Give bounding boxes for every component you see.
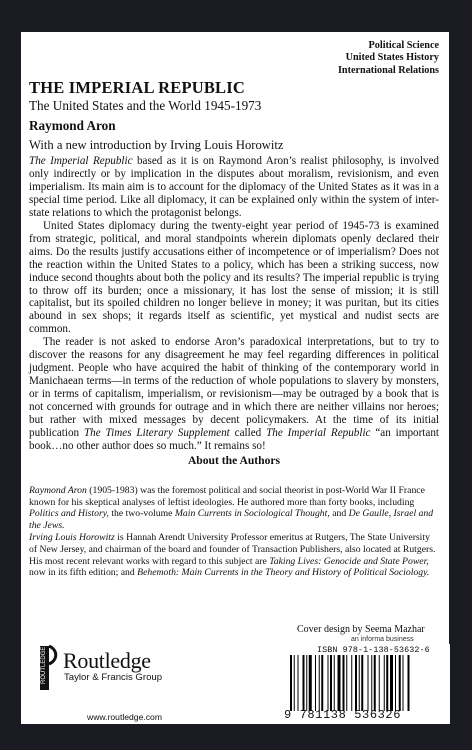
subject-category: International Relations [337,64,439,76]
bio-name: Raymond Aron [29,485,87,496]
barcode-bar [306,655,307,711]
barcode-bar [408,655,410,711]
bio-horowitz [29,532,439,578]
barcode-bar [346,655,347,711]
barcode-bar [351,655,352,711]
barcode-bar [371,655,372,711]
italic-title: De Gaulle, Israel and the Jews. [29,508,434,531]
barcode-bar [355,655,357,711]
barcode-bar [403,655,404,711]
barcode-bar [298,655,299,711]
blurb-body [29,155,439,469]
paragraph-text: based as it is on Raymond Aron’s realist philosophy, is involved only indirectly or by implication in the disputes about moralism, revisionism, and even imperialism. Its main aim is to account for the diplomacy of the United States as it was in a special time period. Like all diplomacy, it can be explained only within the system of inter-state relations to which the protagonist belongs. [29,155,439,219]
italic-title: The Imperial Republic [266,427,371,440]
blurb-paragraph: United States diplomacy during the twenty-eight year period of 1945-73 is examined from strategic, political, and moral standpoints wherein diplomats openly declared their aims. Do the results justify accusations either of incompetence or of imperialism? Does not the reaction within the United States to a policy, which has been a striking success, now induce second thoughts about both the policy and its results? The imperial republic is trying to throw off its burden; once a missionary, it has lost the sense of mission; it is still capitalist, but its spoiled children no longer believe in money; it was puritan, but its cities abound in sex shops; it regards itself as scientific, yet mystical and nudist sects are common. [29,219,439,336]
subject-categories [338,40,439,77]
paragraph-text: The reader is not asked to endorse Aron’s paradoxical interpretations, but to try to discover the reasons for any disagreement he may feel regarding differences in political judgment. People who have acquired the habit of thinking of the contemporary world in Manichaean terms—in terms of the reduction of whole populations to slavery by monsters, or in terms of capitalism, imperialism, or revisionism—may be outraged by a book that is not concerned with grounds for outrage and in which there are neither villains nor heroes; but rather with mixed messages by decent policymakers. At the time of its initial publication [29,336,439,440]
bio-text: now in its fifth edition; and [29,567,138,579]
bio-aron [29,485,439,531]
barcode-bar [343,655,345,711]
italic-title: Behemoth: Main Currents in the Theory and History of Political Sociology. [137,567,430,579]
barcode-bar [303,655,305,711]
cover-text-panel [21,32,449,724]
book-subtitle: The United States and the World 1945-1973 [29,98,262,113]
barcode-bar [321,655,323,711]
blurb-paragraph [29,336,439,453]
blurb-paragraph [29,155,439,220]
barcode-bar [384,655,385,711]
isbn-text: ISBN 978-1-138-53632-6 [317,645,430,655]
barcode-bar [294,655,295,711]
barcode-bar [334,655,335,711]
subject-category: United States History [345,52,439,64]
barcode [282,644,450,724]
barcode-bar [374,655,376,711]
barcode-bar [309,655,312,711]
bio-text: and [329,508,349,520]
about-authors-heading: About the Authors [187,453,281,467]
barcode-bar [386,655,388,711]
bio-text: is Hannah Arendt University Professor emeritus at Rutgers, The State University of New Jersey, and chairman of the board and founder of Transaction Publishers, also located at Rutgers. His most recent relevant works with regard to this subject are [29,532,436,567]
informa-tagline: an informa business [351,636,414,643]
publisher-group: Taylor & Francis Group [64,672,163,683]
barcode-bar [379,655,380,711]
italic-title: The Imperial Republic [29,155,133,167]
barcode-bar [368,655,369,711]
introduction-credit: With a new introduction by Irving Louis Horowitz [29,138,284,152]
italic-title: Politics and History, [29,508,109,520]
routledge-vertical-mark: ROUTLEDGE [41,646,47,684]
italic-title: The Times Literary Supplement [83,427,230,440]
paragraph-text: “an important book…no other author does so much.” It remains so! [29,427,439,452]
barcode-bar [338,655,341,711]
italic-title: Taking Lives: Genocide and State Power, [269,555,429,567]
routledge-logo [31,644,211,714]
barcode-bar [359,655,360,711]
barcode-bar [328,655,329,711]
publisher-name: Routledge [63,648,151,673]
bio-text: the two-volume [108,508,175,520]
barcode-bar [395,655,396,711]
paragraph-text: called [229,427,267,440]
book-title: THE IMPERIAL REPUBLIC [29,78,245,97]
subject-category: Political Science [368,40,439,51]
book-author: Raymond Aron [29,118,116,133]
cover-design-credit: Cover design by Seema Mazhar [297,624,425,635]
barcode-bar [315,655,316,711]
italic-title: Main Currents in Sociological Thought, [174,508,330,520]
barcode-bar [399,655,401,711]
publisher-website: www.routledge.com [87,712,162,722]
routledge-mark-icon [31,644,59,696]
author-bios [29,485,439,580]
barcode-bars [288,655,448,711]
barcode-number: 9 781138 536326 [284,708,402,722]
barcode-bar [390,655,393,711]
barcode-bar [290,655,292,711]
barcode-bar [319,655,320,711]
barcode-bar [361,655,363,711]
barcode-bar [330,655,332,711]
bio-text: (1905-1983) was the foremost political and social theorist in post-World War II France known for his skeptical analyses of leftist ideologies. He authored more than forty books, including [29,485,425,508]
bio-name: Irving Louis Horowitz [29,532,115,544]
